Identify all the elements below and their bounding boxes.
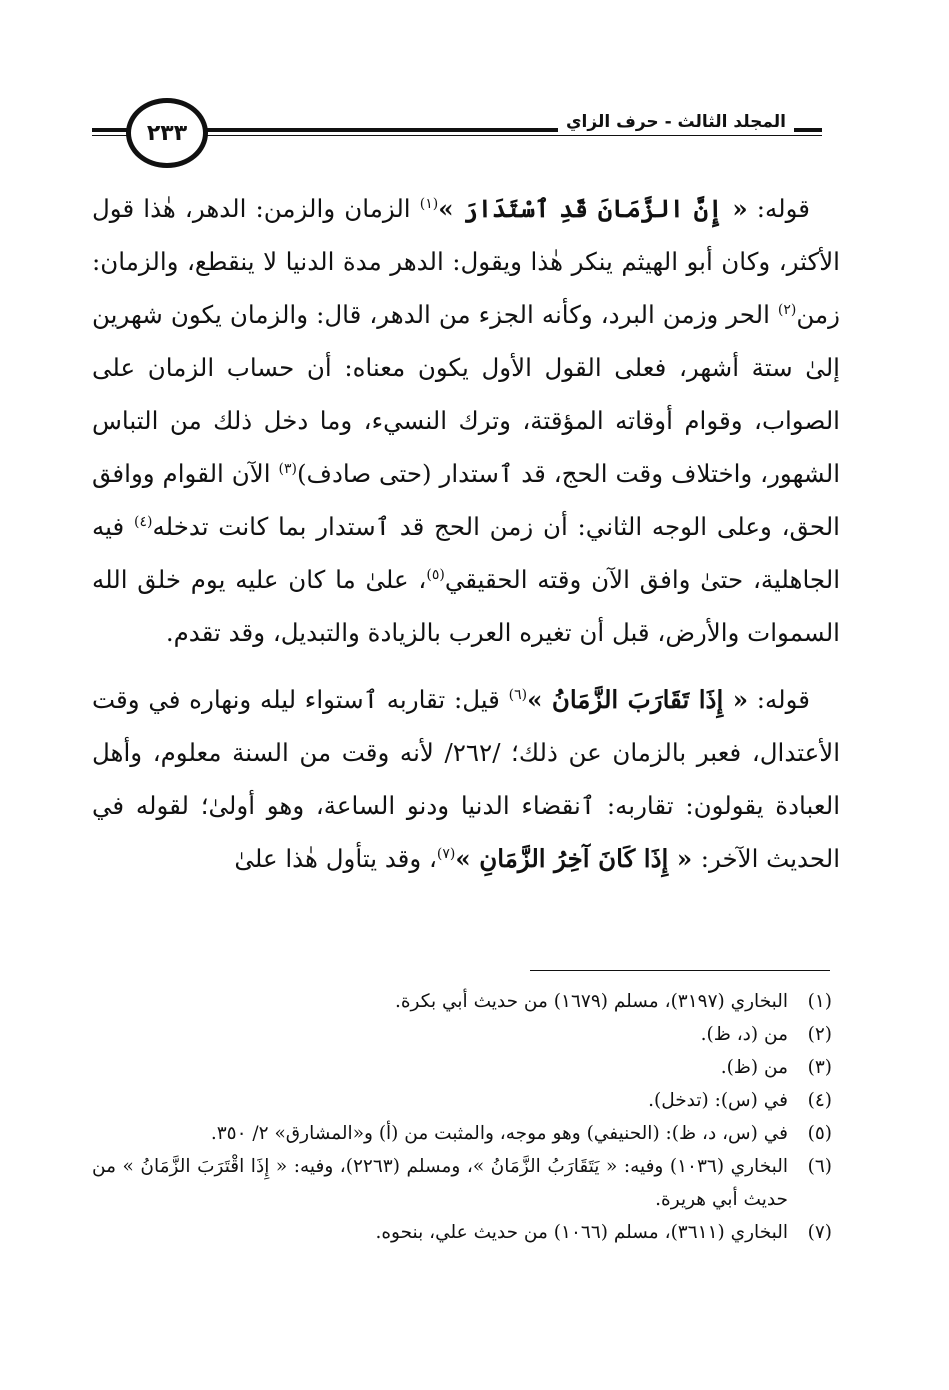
footnote-text: في (س، د، ظ): (الحنيفي) وهو موجه، والمثبت من (أ) و«المشارق» ٢/ ٣٥٠. xyxy=(210,1123,788,1144)
footnote-ref-7: (٧) xyxy=(436,845,456,862)
footnote-ref-5: (٥) xyxy=(426,566,445,583)
footnote-text: في (س): (تدخل). xyxy=(648,1090,788,1111)
p1-text-1: الزمان والزمن: الدهر، هٰذا قول الأكثر، وكان أبو الهيثم ينكر هٰذا ويقول: الدهر مدة الدنيا لا ينقطع، والزمان: زمن xyxy=(92,194,840,329)
footnote-ref-1: (١) xyxy=(419,195,439,212)
footnotes-list xyxy=(92,985,832,1249)
footnote-number: (٧) xyxy=(807,1222,832,1243)
p1-text-5: ، علىٰ ما كان عليه يوم خلق الله السموات والأرض، قبل أن تغيره العرب بالزيادة والتبديل، وقد تقدم. xyxy=(92,565,840,647)
footnote-ref-6: (٦) xyxy=(508,686,528,703)
footnote-text: البخاري (١٠٣٦) وفيه: « يَتَقَارَبُ الزَّمَانُ »، ومسلم (٢٢٦٣)، وفيه: « إِذَا اقْتَرَبَ الزَّمَانُ » من حديث أبي هريرة. xyxy=(92,1156,788,1210)
footnote-item xyxy=(92,985,832,1018)
p2-hadith-quote-2: « إِذَا كَانَ آخِرُ الزَّمَانِ » xyxy=(455,844,701,873)
p1-text-4: فيه الجاهلية، حتىٰ وافق الآن وقته الحقيقي xyxy=(92,512,841,594)
p1-text-2: الحر وزمن البرد، وكأنه الجزء من الدهر، قال: والزمان يكون شهرين إلىٰ ستة أشهر، فعلى القول الأول يكون معناه: أن حساب الزمان على الصواب، وقوام أوقاته المؤقتة، وترك النسيء، وما دخل ذلك من التباس الشهور، واختلاف وقت الحج، قد ٱستدار (حتى صادف) xyxy=(92,300,840,488)
footnote-number: (٥) xyxy=(807,1123,832,1144)
page-number-badge xyxy=(126,98,208,168)
p2-intro: قوله: xyxy=(756,685,810,714)
p1-intro: قوله: xyxy=(756,194,810,223)
running-header-title: المجلد الثالث - حرف الزاي xyxy=(558,112,794,132)
main-text xyxy=(92,182,840,885)
footnote-ref-4: (٤) xyxy=(133,513,153,530)
footnote-text: من (ظ). xyxy=(720,1057,788,1078)
footnote-text: البخاري (٣٦١١)، مسلم (١٠٦٦) من حديث علي، بنحوه. xyxy=(375,1222,788,1243)
p1-text-3: الآن القوام ووافق الحق، وعلى الوجه الثاني: أن زمن الحج قد ٱستدار بما كانت تدخله xyxy=(92,459,840,541)
footnote-item xyxy=(92,1150,832,1216)
footnote-item xyxy=(92,1084,832,1117)
paragraph-1 xyxy=(92,182,840,659)
footnote-number: (٦) xyxy=(807,1156,832,1177)
footnote-text: البخاري (٣١٩٧)، مسلم (١٦٧٩) من حديث أبي بكرة. xyxy=(394,991,788,1012)
footnote-number: (١) xyxy=(807,991,832,1012)
footnote-ref-2: (٢) xyxy=(777,301,797,318)
page-number: ٢٣٣ xyxy=(146,120,188,146)
footnote-number: (٣) xyxy=(807,1057,832,1078)
footnote-item xyxy=(92,1117,832,1150)
footnote-text: من (د، ظ). xyxy=(700,1024,788,1045)
footnote-number: (٢) xyxy=(807,1024,832,1045)
p2-hadith-quote: « إِذَا تَقَارَبَ الزَّمَانُ » xyxy=(527,685,749,714)
footnote-item xyxy=(92,1051,832,1084)
footnote-ref-3: (٣) xyxy=(278,460,297,477)
footnote-item xyxy=(92,1216,832,1249)
footnote-item xyxy=(92,1018,832,1051)
p1-hadith-quote: « إِنَّ الزَّمَانَ قَدِ ٱسْتَدَارَ » xyxy=(438,194,748,223)
footnote-number: (٤) xyxy=(807,1090,832,1111)
footnote-separator xyxy=(530,970,830,971)
paragraph-2 xyxy=(92,673,840,885)
header-rule-right-thin xyxy=(202,135,822,136)
p2-text-1: قيل: تقاربه ٱستواء ليله ونهاره في وقت الأعتدال، فعبر بالزمان عن ذلك؛ /٢٦٢/ لأنه وقت من السنة معلوم، وأهل العبادة يقولون: تقاربه: ٱنقضاء الدنيا ودنو الساعة، وهو أولىٰ؛ لقوله في الحديث الآخر: xyxy=(92,685,840,873)
page-header xyxy=(92,98,822,168)
p2-text-2: ، وقد يتأول هٰذا علىٰ xyxy=(234,844,437,873)
